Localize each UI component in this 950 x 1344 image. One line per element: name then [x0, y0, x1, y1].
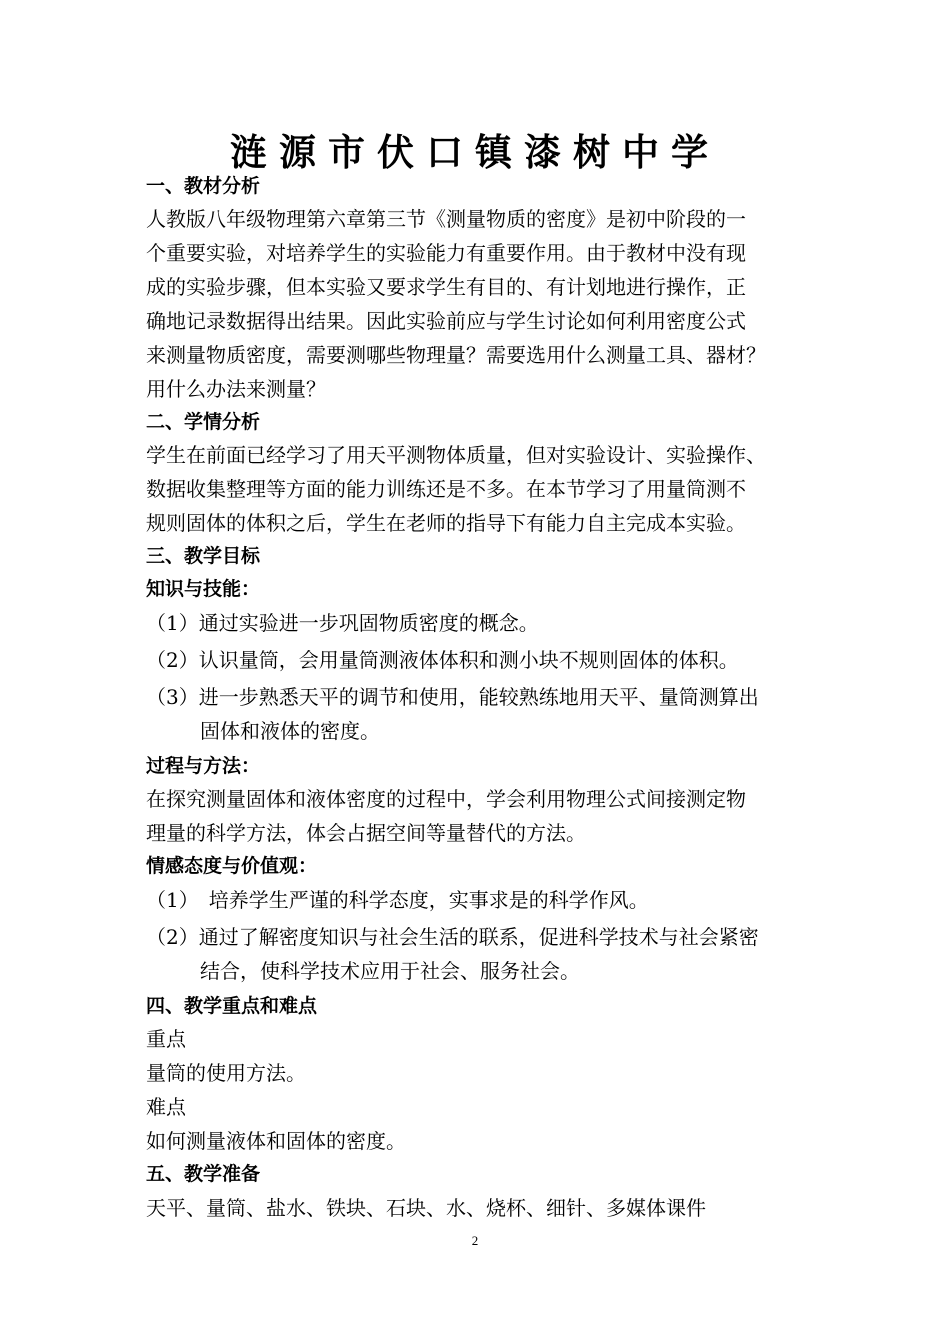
list-item: （2）通过了解密度知识与社会生活的联系，促进科学技术与社会紧密 [146, 925, 759, 949]
page-number: 2 [471, 1233, 479, 1248]
subheading-attitudes-values: 情感态度与价值观： [146, 855, 318, 877]
paragraph-line: 学生在前面已经学习了用天平测物体质量，但对实验设计、实验操作、 [146, 443, 766, 467]
paragraph-line: 个重要实验，对培养学生的实验能力有重要作用。由于教材中没有现 [146, 241, 746, 265]
section-heading-student-analysis: 二、学情分析 [146, 411, 261, 433]
paragraph-line: 用什么办法来测量？ [146, 377, 326, 401]
key-point-text: 量筒的使用方法。 [146, 1061, 306, 1085]
section-heading-preparation: 五、教学准备 [146, 1163, 261, 1185]
subheading-process-methods: 过程与方法： [146, 755, 261, 777]
section-heading-textbook-analysis: 一、教材分析 [146, 175, 261, 197]
list-item: （2）认识量筒，会用量筒测液体体积和测小块不规则固体的体积。 [146, 648, 739, 672]
difficult-point-text: 如何测量液体和固体的密度。 [146, 1129, 406, 1153]
page-title: 涟源市伏口镇漆树中学 [230, 131, 720, 174]
section-heading-teaching-goals: 三、教学目标 [146, 545, 261, 567]
paragraph-line: 在探究测量固体和液体密度的过程中，学会利用物理公式间接测定物 [146, 787, 746, 811]
paragraph-line: 来测量物质密度，需要测哪些物理量？需要选用什么测量工具、器材？ [146, 343, 766, 367]
paragraph-line: 理量的科学方法，体会占据空间等量替代的方法。 [146, 821, 586, 845]
paragraph-line: 确地记录数据得出结果。因此实验前应与学生讨论如何利用密度公式 [146, 309, 746, 333]
list-item-continuation: 结合，使科学技术应用于社会、服务社会。 [200, 959, 580, 983]
list-item: （1）通过实验进一步巩固物质密度的概念。 [146, 611, 539, 635]
paragraph-line: 成的实验步骤，但本实验又要求学生有目的、有计划地进行操作，正 [146, 275, 746, 299]
list-item: （3）进一步熟悉天平的调节和使用，能较熟练地用天平、量筒测算出 [146, 685, 759, 709]
subheading-knowledge-skills: 知识与技能： [146, 578, 261, 600]
list-item-continuation: 固体和液体的密度。 [200, 719, 380, 743]
section-heading-key-difficult-points: 四、教学重点和难点 [146, 995, 318, 1017]
key-point-label: 重点 [146, 1027, 186, 1051]
paragraph-line: 数据收集整理等方面的能力训练还是不多。在本节学习了用量筒测不 [146, 477, 746, 501]
list-item: （1） 培养学生严谨的科学态度，实事求是的科学作风。 [146, 888, 649, 912]
paragraph-line: 人教版八年级物理第六章第三节《测量物质的密度》是初中阶段的一 [146, 207, 746, 231]
difficult-point-label: 难点 [146, 1095, 186, 1119]
paragraph-line: 规则固体的体积之后，学生在老师的指导下有能力自主完成本实验。 [146, 511, 746, 535]
preparation-materials: 天平、量筒、盐水、铁块、石块、水、烧杯、细针、多媒体课件 [146, 1196, 706, 1220]
